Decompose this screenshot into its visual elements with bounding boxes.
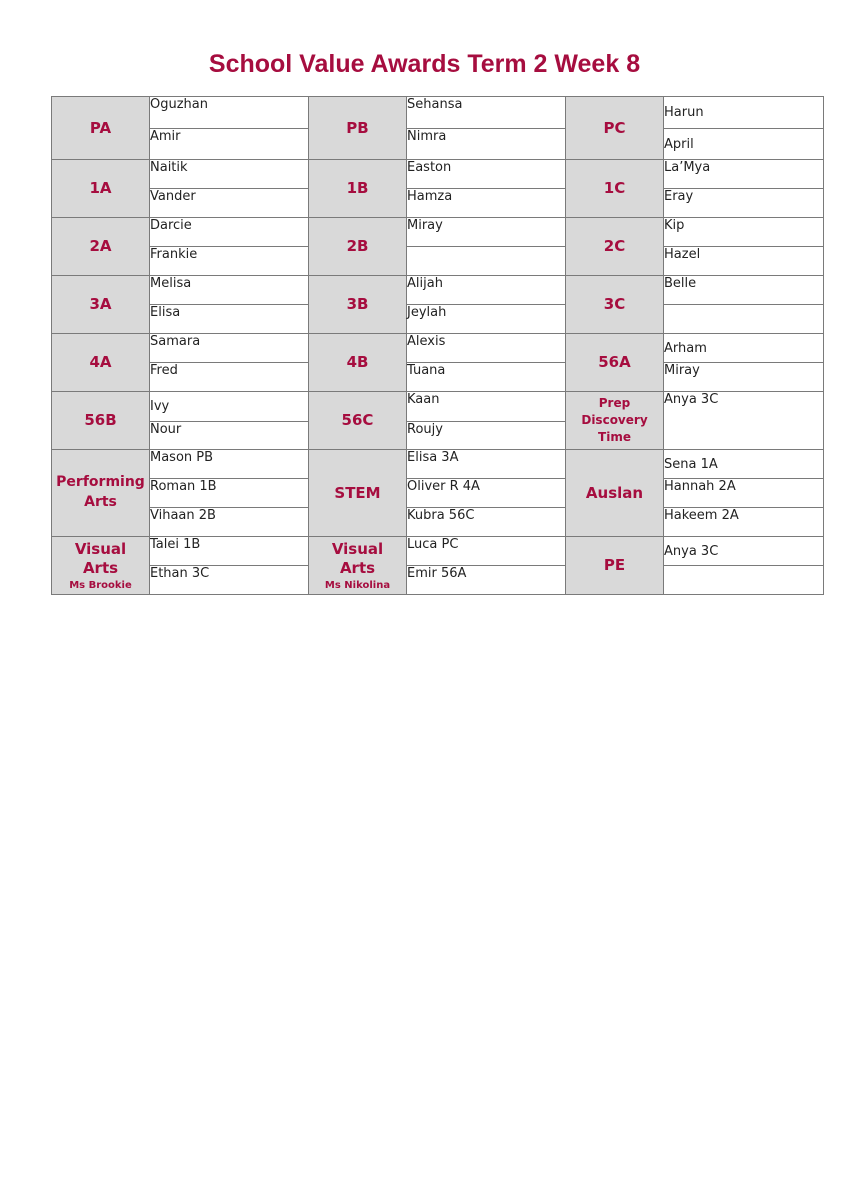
class-label-pb: PB <box>309 97 407 160</box>
student-name <box>664 566 824 595</box>
student-name: Nimra <box>407 129 566 160</box>
class-label-stem: STEM <box>309 450 407 537</box>
student-name: Oliver R 4A <box>407 479 566 508</box>
table-row <box>52 189 824 218</box>
prep-discovery-label: Prep Discovery Time <box>581 396 648 444</box>
student-name: Samara <box>150 334 309 363</box>
class-label-visual-arts-brookie <box>52 537 150 595</box>
student-name: Ivy <box>150 392 309 422</box>
student-name: Easton <box>407 160 566 189</box>
class-label-56b: 56B <box>52 392 150 450</box>
class-label-performing-arts <box>52 450 150 537</box>
student-name: Hamza <box>407 189 566 218</box>
student-name: Anya 3C <box>664 392 824 450</box>
student-name: Naitik <box>150 160 309 189</box>
class-label-visual-arts-nikolina <box>309 537 407 595</box>
student-name: Vihaan 2B <box>150 508 309 537</box>
student-name: Ethan 3C <box>150 566 309 595</box>
student-name: Amir <box>150 129 309 160</box>
table-row <box>52 334 824 363</box>
student-name: Jeylah <box>407 305 566 334</box>
student-name: Emir 56A <box>407 566 566 595</box>
table-row <box>52 276 824 305</box>
student-name: Anya 3C <box>664 537 824 566</box>
student-name: Talei 1B <box>150 537 309 566</box>
student-name: Tuana <box>407 363 566 392</box>
student-name: Sena 1A <box>664 450 824 479</box>
teacher-name: Ms Brookie <box>69 579 132 591</box>
class-label-1c: 1C <box>566 160 664 218</box>
student-name: Eray <box>664 189 824 218</box>
student-name: Miray <box>664 363 824 392</box>
table-row <box>52 129 824 160</box>
class-label-2c: 2C <box>566 218 664 276</box>
student-name: Hannah 2A <box>664 479 824 508</box>
student-name: Alexis <box>407 334 566 363</box>
table-row <box>52 566 824 595</box>
class-label-4b: 4B <box>309 334 407 392</box>
table-row <box>52 479 824 508</box>
class-label-3c: 3C <box>566 276 664 334</box>
class-label-prep-discovery-time <box>566 392 664 450</box>
class-label-1a: 1A <box>52 160 150 218</box>
student-name: Kip <box>664 218 824 247</box>
student-name: Arham <box>664 334 824 363</box>
table-row <box>52 247 824 276</box>
table-row <box>52 508 824 537</box>
visual-arts-label: Visual Arts <box>331 539 384 577</box>
student-name: Elisa 3A <box>407 450 566 479</box>
class-label-4a: 4A <box>52 334 150 392</box>
student-name <box>407 247 566 276</box>
table-row <box>52 218 824 247</box>
student-name: Nour <box>150 422 309 450</box>
student-name: Harun <box>664 97 824 129</box>
class-label-pe: PE <box>566 537 664 595</box>
class-label-pa: PA <box>52 97 150 160</box>
class-label-2a: 2A <box>52 218 150 276</box>
student-name: Mason PB <box>150 450 309 479</box>
student-name: April <box>664 129 824 160</box>
student-name: Kubra 56C <box>407 508 566 537</box>
student-name: Miray <box>407 218 566 247</box>
student-name: Oguzhan <box>150 97 309 129</box>
student-name: Roujy <box>407 422 566 450</box>
table-row <box>52 160 824 189</box>
table-row <box>52 97 824 129</box>
class-label-56c: 56C <box>309 392 407 450</box>
student-name: Alijah <box>407 276 566 305</box>
student-name: Belle <box>664 276 824 305</box>
student-name: Vander <box>150 189 309 218</box>
student-name: Roman 1B <box>150 479 309 508</box>
student-name: Elisa <box>150 305 309 334</box>
student-name: Melisa <box>150 276 309 305</box>
class-label-56a: 56A <box>566 334 664 392</box>
teacher-name: Ms Nikolina <box>324 579 391 591</box>
student-name: Fred <box>150 363 309 392</box>
table-row <box>52 392 824 422</box>
page-title: School Value Awards Term 2 Week 8 <box>208 50 641 78</box>
student-name: La’Mya <box>664 160 824 189</box>
class-label-pc: PC <box>566 97 664 160</box>
table-row <box>52 305 824 334</box>
table-row <box>52 537 824 566</box>
student-name: Hazel <box>664 247 824 276</box>
class-label-auslan: Auslan <box>566 450 664 537</box>
table-row <box>52 363 824 392</box>
visual-arts-label: Visual Arts <box>74 539 127 577</box>
student-name: Hakeem 2A <box>664 508 824 537</box>
student-name: Kaan <box>407 392 566 422</box>
class-label-2b: 2B <box>309 218 407 276</box>
student-name: Luca PC <box>407 537 566 566</box>
awards-table <box>51 96 824 595</box>
student-name: Frankie <box>150 247 309 276</box>
student-name: Darcie <box>150 218 309 247</box>
class-label-3b: 3B <box>309 276 407 334</box>
class-label-1b: 1B <box>309 160 407 218</box>
student-name: Sehansa <box>407 97 566 129</box>
student-name <box>664 305 824 334</box>
table-row <box>52 450 824 479</box>
performing-arts-label: Performing Arts <box>56 474 145 510</box>
class-label-3a: 3A <box>52 276 150 334</box>
